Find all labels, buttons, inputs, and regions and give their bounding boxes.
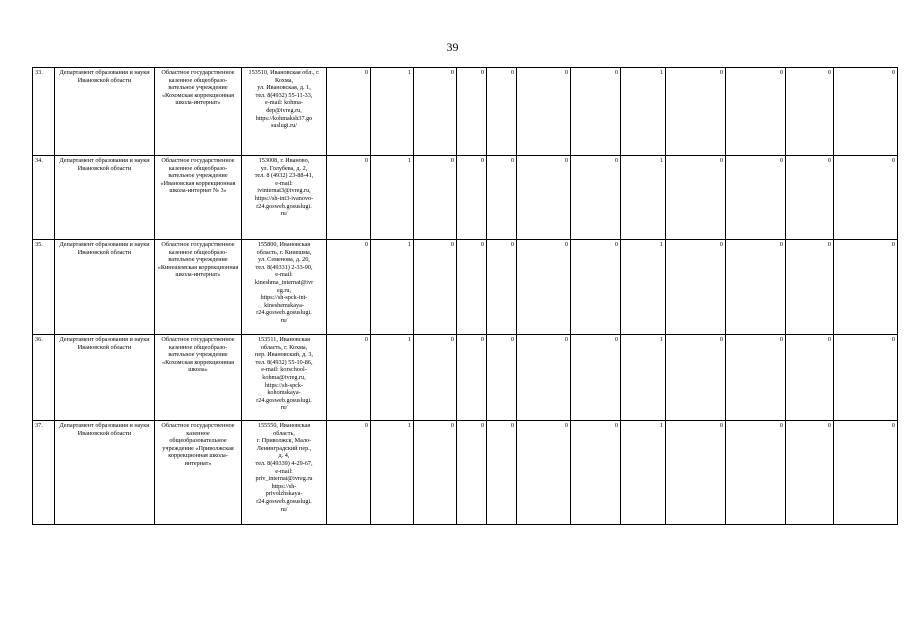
value-cell: 0 [457,335,487,421]
value-cell: 0 [327,156,371,240]
value-cell: 0 [726,240,786,335]
contact-line: e-mail: [275,467,293,475]
department-cell: Департамент образования и науки Ивановской области [55,68,155,156]
contact-line: kineshma_internat@ivr [254,278,314,286]
institution-cell: Областное государственное казенное общеобразо-вательное учреждение «Кохомская коррекционная школа-интернат» [155,68,242,156]
contact-line: тел. 8(49331) 2-33-90, [255,263,313,271]
contact-line: priv_internat@ivreg.ru [255,475,313,483]
contact-cell [242,156,327,240]
value-cell: 0 [487,240,517,335]
contact-line: https://sh-int3-ivanovo- [254,194,314,202]
contact-line: 153008, г. Иваново, [258,157,310,164]
table-row [33,156,898,240]
contact-line: e-mail: kohma- [265,99,303,107]
contact-line: kineshemskaya- [264,301,304,309]
value-cell: 0 [786,421,834,525]
contact-line: eg.ru, [276,286,292,294]
contact-line: Ленинградский пер., [256,444,312,452]
table-row [33,335,898,421]
value-cell: 0 [487,335,517,421]
contact-cell [242,240,327,335]
value-cell: 0 [786,240,834,335]
value-cell: 1 [621,68,666,156]
value-cell: 0 [666,156,726,240]
value-cell: 0 [666,240,726,335]
contact-line: e-mail: [275,179,293,187]
contact-line: ru/ [280,210,288,218]
value-cell: 0 [834,156,898,240]
contact-line: область, г. Кохма, [260,343,308,351]
contact-line: ivinternat3@ivreg.ru, [257,187,311,195]
contact-line: ул. Ивановская, д. 1, [257,84,311,92]
department-cell: Департамент образования и науки Ивановской области [55,240,155,335]
value-cell: 0 [726,156,786,240]
value-cell: 0 [571,421,621,525]
value-cell: 1 [621,335,666,421]
value-cell: 0 [517,421,571,525]
value-cell: 0 [786,68,834,156]
contact-line: 155800, Ивановская [257,241,311,248]
value-cell: 0 [726,335,786,421]
value-cell: 0 [834,421,898,525]
value-cell: 0 [457,240,487,335]
contact-line: ул. Семенова, д. 26, [258,256,310,264]
value-cell: 0 [414,68,457,156]
value-cell: 0 [487,421,517,525]
contact-line: пер. Ивановский, д. 3, [255,351,313,359]
contact-line: https://sh- [271,482,297,490]
contact-line: e-mail: [275,271,293,279]
value-cell: 0 [327,240,371,335]
row-number: 33. [33,68,55,156]
contact-line: область, г. Кинешма, [256,248,312,256]
contact-cell [242,421,327,525]
contact-line: 155550, Ивановская [257,422,311,429]
contact-line: тел. 8 (4932) 23-88-41, [254,172,314,180]
contact-line: dep@ivreg.ru, [266,106,302,114]
institution-cell: Областное государственное казенное общеобразо-вательное учреждение «Кохомская коррекционная школа» [155,335,242,421]
contact-line: ru/ [280,404,288,412]
page-number: 39 [446,40,459,54]
department-cell: Департамент образования и науки Ивановской области [55,421,155,525]
value-cell: 0 [517,240,571,335]
department-cell: Департамент образования и науки Ивановской области [55,156,155,240]
value-cell: 0 [786,156,834,240]
contact-line: 153510, Ивановская обл., г. Кохма, [248,69,320,84]
value-cell: 0 [786,335,834,421]
table-body [33,68,898,525]
contact-line: тел. 8(4932) 55-10-86, [255,358,313,366]
contact-line: e-mail: korschool- [261,366,307,374]
value-cell: 0 [571,156,621,240]
contact-line: тел. 8(4932) 55-11-33, [255,91,313,99]
contact-line: r24.gosweb.gosuslugi. [256,497,312,505]
value-cell: 0 [487,68,517,156]
value-cell: 1 [371,68,414,156]
row-number: 37. [33,421,55,525]
table-row [33,240,898,335]
value-cell: 0 [726,68,786,156]
contact-line: ул. Голубева, д. 2, [260,164,308,172]
table-row [33,68,898,156]
value-cell: 0 [571,240,621,335]
contact-line: r24.gosweb.gosuslugi. [256,396,312,404]
value-cell: 1 [371,156,414,240]
value-cell: 0 [834,68,898,156]
contact-line: д. 4, [278,452,290,460]
value-cell: 0 [666,68,726,156]
value-cell: 0 [414,156,457,240]
row-number: 35. [33,240,55,335]
contact-line: https://kohmaksh37.go [255,114,313,122]
value-cell: 1 [371,335,414,421]
value-cell: 0 [457,156,487,240]
value-cell: 1 [371,421,414,525]
contact-line: https://sh-spck- [264,381,304,389]
contact-line: privolzhskaya- [265,490,303,498]
contact-line: ru/ [280,505,288,513]
institution-cell: Областное государственное казенное общеобразо-вательное учреждение «Ивановская коррекционная школа-интернат № 3» [155,156,242,240]
value-cell: 0 [457,421,487,525]
value-cell: 1 [621,156,666,240]
contact-line: r24.gosweb.gosuslugi. [256,309,312,317]
value-cell: 0 [666,335,726,421]
value-cell: 1 [371,240,414,335]
contact-line: ru/ [280,316,288,324]
contact-line: г. Приволжск, Мало- [256,437,312,445]
value-cell: 0 [834,240,898,335]
contact-line: тел. 8(49339) 4-29-67, [255,459,313,467]
contact-line: r24.gosweb.gosuslugi. [256,202,312,210]
value-cell: 0 [327,421,371,525]
institution-cell: Областное государственное казенное общеобразовательное учреждение «Приволжская коррекционная школа-интернат» [155,421,242,525]
value-cell: 0 [517,156,571,240]
value-cell: 0 [571,335,621,421]
value-cell: 0 [327,335,371,421]
value-cell: 0 [571,68,621,156]
value-cell: 0 [414,421,457,525]
registry-table [32,67,898,525]
value-cell: 0 [414,335,457,421]
value-cell: 1 [621,421,666,525]
value-cell: 0 [487,156,517,240]
value-cell: 0 [834,335,898,421]
row-number: 34. [33,156,55,240]
contact-line: область, [273,429,295,437]
value-cell: 1 [621,240,666,335]
institution-cell: Областное государственное казенное общеобразо-вательное учреждение «Кинешемская коррекционная школа-интернат» [155,240,242,335]
contact-line: 153511, Ивановская [257,336,311,343]
value-cell: 0 [517,335,571,421]
row-number: 36. [33,335,55,421]
contact-cell [242,335,327,421]
table-row [33,421,898,525]
value-cell: 0 [327,68,371,156]
department-cell: Департамент образования и науки Ивановской области [55,335,155,421]
contact-cell [242,68,327,156]
contact-line: https://sh-spck-int- [260,294,308,302]
value-cell: 0 [666,421,726,525]
value-cell: 0 [457,68,487,156]
contact-line: kohomskaya- [267,389,301,397]
value-cell: 0 [517,68,571,156]
contact-line: kohma@ivreg.ru, [262,373,306,381]
value-cell: 0 [414,240,457,335]
value-cell: 0 [726,421,786,525]
contact-line: suslugi.ru/ [271,122,297,130]
